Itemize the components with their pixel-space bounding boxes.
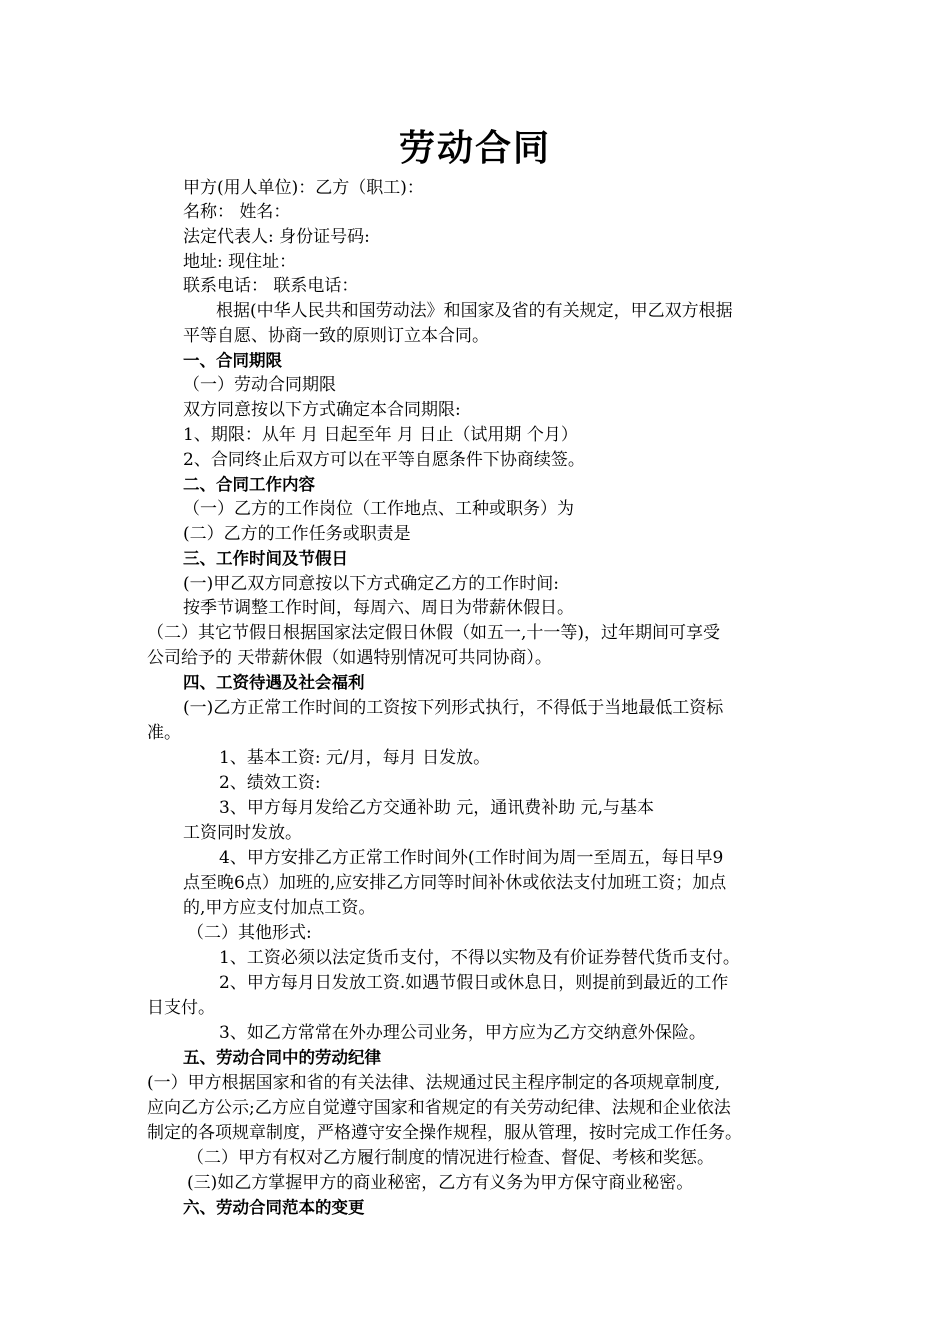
paragraph-line: (一)乙方正常工作时间的工资按下列形式执行，不得低于当地最低工资标 [183, 698, 724, 718]
paragraph-line: 准。 [147, 723, 181, 743]
paragraph-line: 按季节调整工作时间，每周六、周日为带薪休假日。 [183, 598, 574, 618]
preamble-line-2: 平等自愿、协商一致的原则订立本合同。 [183, 326, 489, 346]
section-heading-2: 二、合同工作内容 [183, 475, 315, 494]
section-heading-3: 三、工作时间及节假日 [183, 549, 348, 568]
section-heading-6: 六、劳动合同范本的变更 [183, 1198, 365, 1217]
paragraph-line: 点至晚6点）加班的,应安排乙方同等时间补休或依法支付加班工资；加点 [183, 873, 727, 893]
paragraph-line: (二）乙方的工作任务或职责是 [183, 524, 411, 544]
paragraph-line: （二）甲方有权对乙方履行制度的情况进行检查、督促、考核和奖惩。 [187, 1148, 714, 1168]
preamble-line-1: 根据(中华人民共和国劳动法》和国家及省的有关规定，甲乙双方根据 [216, 301, 733, 321]
paragraph-line: 1、工资必须以法定货币支付，不得以实物及有价证券替代货币支付。 [219, 948, 740, 968]
name-line: 名称： 姓名： [183, 202, 291, 222]
paragraph-line: 2、绩效工资: [219, 773, 321, 793]
legal-rep-line: 法定代表人: 身份证号码: [183, 227, 370, 247]
paragraph-line: 工资同时发放。 [183, 823, 302, 843]
section-heading-1: 一、合同期限 [183, 351, 282, 370]
section-heading-4: 四、工资待遇及社会福利 [183, 673, 365, 692]
party-header-line: 甲方(用人单位)：乙方（职工)： [183, 178, 424, 198]
paragraph-line: （一）劳动合同期限 [183, 375, 336, 395]
paragraph-line: （一）乙方的工作岗位（工作地点、工种或职务）为 [183, 499, 574, 519]
paragraph-line: (一）甲方根据国家和省的有关法律、法规通过民主程序制定的各项规章制度, [147, 1073, 721, 1093]
paragraph-line: （二）其他形式: [187, 923, 312, 943]
paragraph-line: (三)如乙方掌握甲方的商业秘密，乙方有义务为甲方保守商业秘密。 [187, 1173, 694, 1193]
phone-line: 联系电话： 联系电话： [183, 276, 359, 296]
document-title: 劳动合同 [398, 128, 551, 169]
paragraph-line: 日支付。 [147, 998, 215, 1018]
paragraph-line: 2、合同终止后双方可以在平等自愿条件下协商续签。 [183, 450, 585, 470]
section-heading-5: 五、劳动合同中的劳动纪律 [183, 1048, 381, 1067]
paragraph-line: 1、基本工资: 元/月，每月 日发放。 [219, 748, 491, 768]
paragraph-line: 1、期限：从年 月 日起至年 月 日止（试用期 个月） [183, 425, 578, 445]
paragraph-line: 应向乙方公示;乙方应自觉遵守国家和省规定的有关劳动纪律、法规和企业依法 [147, 1098, 731, 1118]
paragraph-line: （二）其它节假日根据国家法定假日休假（如五一,十一等)，过年期间可享受 [147, 623, 721, 643]
paragraph-line: 的,甲方应支付加点工资。 [183, 898, 376, 918]
paragraph-line: (一)甲乙双方同意按以下方式确定乙方的工作时间: [183, 574, 559, 594]
address-line: 地址: 现住址： [183, 252, 297, 272]
paragraph-line: 制定的各项规章制度，严格遵守安全操作规程，服从管理，按时完成工作任务。 [147, 1123, 742, 1143]
paragraph-line: 双方同意按以下方式确定本合同期限: [183, 400, 461, 420]
paragraph-line: 2、甲方每月日发放工资.如遇节假日或休息日，则提前到最近的工作 [219, 973, 729, 993]
paragraph-line: 4、甲方安排乙方正常工作时间外(工作时间为周一至周五，每日早9 [219, 848, 724, 868]
paragraph-line: 3、如乙方常常在外办理公司业务，甲方应为乙方交纳意外保险。 [219, 1023, 706, 1043]
paragraph-line: 公司给予的 天带薪休假（如遇特别情况可共同协商）。 [147, 648, 552, 668]
paragraph-line: 3、甲方每月发给乙方交通补助 元，通讯费补助 元,与基本 [219, 798, 655, 818]
